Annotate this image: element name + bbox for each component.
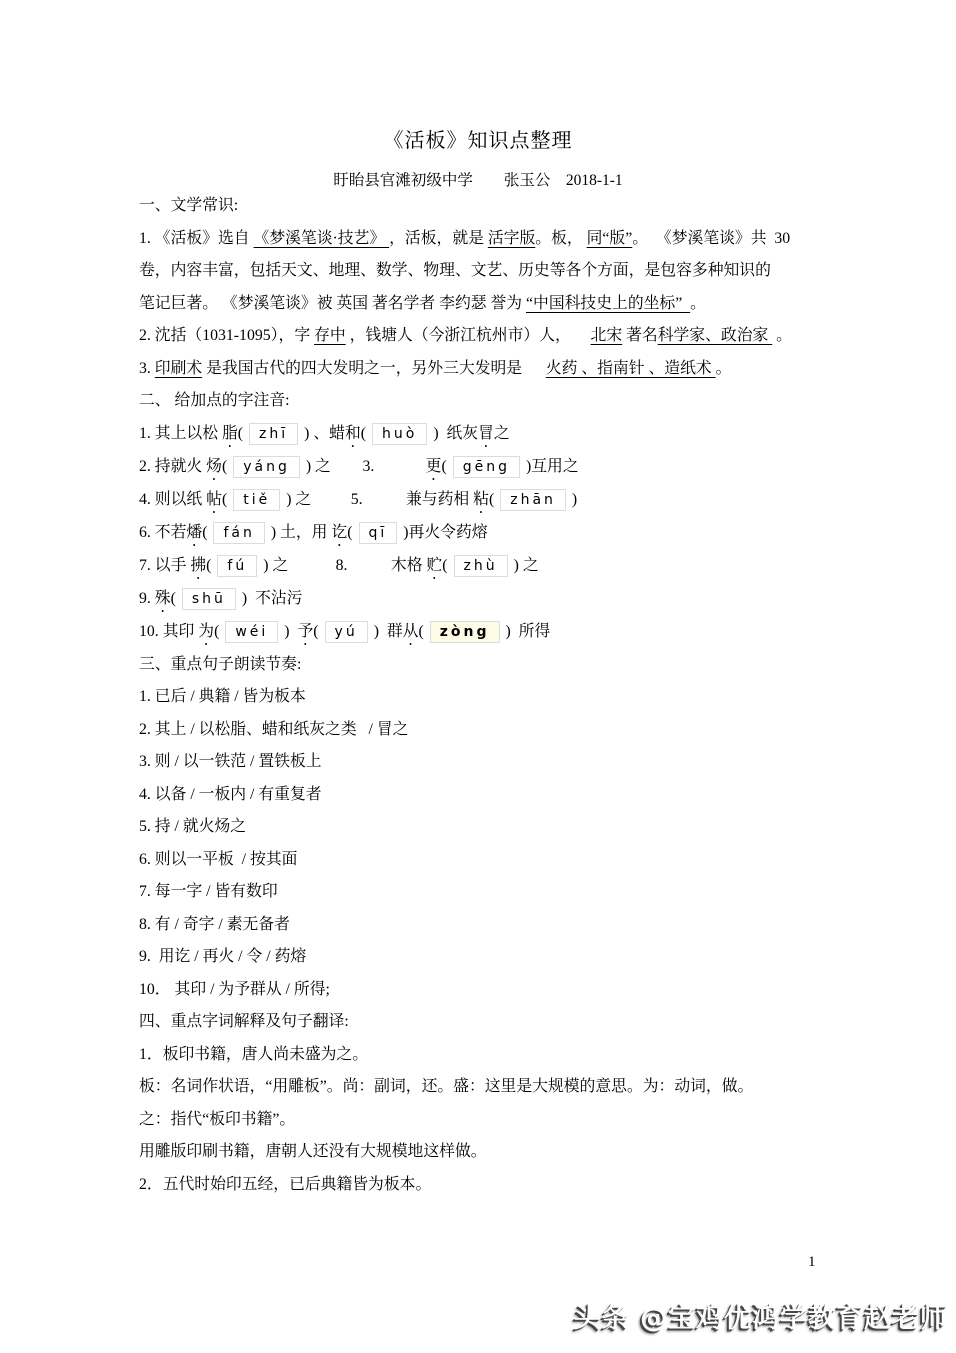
text-segment: (: [221, 457, 228, 475]
text-segment: 7. 每一字 / 皆有数印: [139, 883, 278, 900]
text-segment: (: [206, 556, 212, 574]
text-segment: (: [442, 556, 448, 574]
text-segment: ) 群: [373, 622, 403, 640]
text-segment: (: [202, 523, 208, 541]
s2-row7: [139, 616, 844, 649]
s3-item3: [139, 746, 844, 779]
text-segment: 3. 则 / 以一铁范 / 置铁板上: [139, 753, 322, 770]
emphasized-char: 为: [198, 622, 215, 640]
s2-row1: [139, 418, 844, 451]
s3-item2: [139, 714, 844, 747]
s3-item8: [139, 909, 844, 942]
text-segment: 印刷术: [154, 359, 203, 377]
text-segment: )互用之: [525, 457, 579, 475]
s3-item7: [139, 876, 844, 909]
pinyin-field: huò: [372, 423, 427, 445]
text-segment: ) 不沾污: [241, 589, 303, 607]
s3-item1: [139, 681, 844, 714]
text-segment: “中国科技史上的坐标”: [526, 294, 691, 312]
emphasized-char: 燔: [186, 523, 203, 541]
doc-subtitle: 盱眙县官滩初级中学 张玉公 2018-1-1: [333, 172, 623, 189]
text-segment: 北宋: [590, 327, 623, 344]
pinyin-field: fán: [213, 522, 264, 544]
heading-section-1: [139, 190, 844, 223]
text-segment: ): [571, 490, 578, 508]
s1-item1-line1: [139, 223, 844, 256]
emphasized-char: 更: [425, 457, 442, 475]
text-segment: (: [221, 490, 228, 508]
emphasized-char: 炀: [206, 457, 222, 475]
text-segment: 之: [493, 424, 510, 442]
s4-item1: [139, 1039, 844, 1072]
text-segment: (: [441, 457, 447, 475]
text-segment: 著名: [622, 327, 658, 344]
text-segment: 。: [772, 327, 792, 344]
pinyin-field: qī: [359, 522, 398, 544]
page-number: 1: [808, 1254, 816, 1270]
s4-item1-translation: [139, 1136, 844, 1169]
text-segment: 。: [690, 294, 706, 312]
text-segment: 同“版”: [586, 229, 633, 247]
heading-section-3: [139, 649, 844, 682]
pinyin-field: yú: [325, 621, 368, 643]
text-segment: 四、重点字词解释及句子翻译:: [139, 1013, 349, 1030]
text-segment: (: [418, 622, 424, 640]
text-segment: 。板，: [535, 229, 587, 247]
text-segment: (: [313, 622, 319, 640]
page-title: 《活板》知识点整理: [383, 130, 573, 152]
s3-item10: [139, 974, 844, 1007]
text-segment: 4. 以备 / 一板内 / 有重复者: [139, 785, 322, 803]
text-segment: 板：名词作状语，“用雕板”。尚：副词，还。盛：这里是大规模的意思。为：动词，做。: [139, 1078, 754, 1095]
text-segment: 1. 其上以松: [139, 424, 222, 442]
watermark: 头条 @宝鸡优鸿学教育赵老师: [573, 1303, 948, 1334]
text-segment: 9.: [139, 589, 155, 607]
s2-row4: [139, 517, 844, 550]
text-segment: 10． 其印 / 为予群从 / 所得;: [139, 980, 330, 998]
text-segment: 三、重点句子朗读节奏:: [139, 655, 302, 673]
text-segment: ) 所得: [505, 622, 551, 640]
text-segment: 。 《梦溪笔谈》共 30: [632, 229, 791, 247]
pinyin-field: fú: [217, 555, 257, 577]
emphasized-char: 从: [402, 622, 419, 640]
text-segment: 科学家、政治家: [657, 327, 773, 344]
text-segment: 存中: [314, 327, 346, 344]
text-segment: 6. 不若: [139, 523, 187, 541]
text-segment: 2. 持就火: [139, 457, 207, 475]
text-segment: (: [237, 424, 244, 442]
text-segment: ): [284, 622, 298, 640]
text-segment: 2. 其上 / 以松脂、蜡和纸灰之类 / 冒之: [139, 720, 409, 738]
text-segment: 1. 《活板》选自: [139, 229, 254, 247]
s4-item1-note2: [139, 1104, 844, 1137]
text-segment: 笔记巨著。 《梦溪笔谈》被 英国 著名学者 李约瑟 誉为: [139, 294, 527, 312]
text-segment: 《梦溪笔谈·技艺》: [253, 229, 390, 247]
pinyin-field: zhù: [454, 555, 508, 577]
emphasized-char: 拂: [190, 556, 207, 574]
text-segment: ，钱塘人（今浙江杭州市）人，: [345, 327, 591, 344]
text-segment: ) 土，用: [270, 523, 332, 541]
doc-body: [139, 190, 844, 1201]
text-segment: (: [170, 589, 176, 607]
text-segment: 5. 持 / 就火炀之: [139, 818, 247, 835]
s3-item6: [139, 844, 844, 877]
pinyin-field: zòng: [430, 621, 500, 643]
text-segment: 4. 则以纸: [139, 490, 207, 508]
s1-item1-line3: [139, 288, 844, 321]
s2-row6: [139, 583, 844, 616]
text-segment: 6. 则以一平板 / 按其面: [139, 850, 298, 868]
text-segment: 1．板印书籍，唐人尚未盛为之。: [139, 1045, 369, 1063]
text-segment: 一、文学常识:: [139, 197, 239, 214]
emphasized-char: 贮: [426, 556, 443, 574]
emphasized-char: 殊: [154, 589, 171, 607]
text-segment: 3.: [139, 359, 155, 377]
pinyin-field: gēng: [453, 456, 520, 478]
pinyin-field: shū: [182, 588, 236, 610]
s1-item2: [139, 320, 844, 353]
text-segment: (: [360, 424, 367, 442]
pinyin-field: zhī: [249, 423, 298, 445]
s3-item5: [139, 811, 844, 844]
text-segment: 之：指代“板印书籍”。: [139, 1110, 296, 1128]
text-segment: 卷，内容丰富，包括天文、地理、数学、物理、文艺、历史等各个方面，是包容多种知识的: [139, 262, 771, 279]
emphasized-char: 脂: [221, 424, 238, 442]
text-segment: 9. 用讫 / 再火 / 令 / 药熔: [139, 948, 307, 965]
s2-row2: [139, 451, 844, 484]
text-segment: 2．五代时始印五经，已后典籍皆为板本。: [139, 1175, 432, 1193]
heading-section-4: [139, 1006, 844, 1039]
s3-item9: [139, 941, 844, 974]
text-segment: 10. 其印: [139, 622, 199, 640]
s3-item4: [139, 779, 844, 812]
heading-section-2: [139, 385, 844, 418]
text-segment: 是我国古代的四大发明之一，另外三大发明是: [202, 359, 546, 377]
text-segment: )再火令药熔: [403, 523, 488, 541]
s1-item3: [139, 353, 844, 386]
pinyin-field: zhān: [500, 489, 566, 511]
emphasized-char: 粘: [473, 490, 489, 508]
s4-item1-note1: [139, 1071, 844, 1104]
s2-row3: [139, 484, 844, 517]
text-segment: (: [488, 490, 495, 508]
text-segment: 用雕版印刷书籍，唐朝人还没有大规模地这样做。: [139, 1143, 487, 1160]
text-segment: 7. 以手: [139, 556, 191, 574]
emphasized-char: 冒: [478, 424, 494, 442]
text-segment: (: [214, 622, 220, 640]
text-segment: ) 纸灰: [433, 424, 479, 442]
text-segment: 活字版: [487, 229, 536, 247]
s4-item2: [139, 1169, 844, 1202]
text-segment: ，活板，就是: [389, 229, 488, 247]
text-segment: 1. 已后 / 典籍 / 皆为板本: [139, 688, 306, 705]
text-segment: ) 、蜡: [304, 424, 345, 442]
emphasized-char: 和: [344, 424, 361, 442]
text-segment: 二、 给加点的字注音:: [139, 392, 290, 409]
emphasized-char: 予: [297, 622, 314, 640]
text-segment: ) 之 8. 木格: [263, 556, 427, 574]
text-segment: 8. 有 / 奇字 / 素无备者: [139, 915, 290, 933]
text-segment: (: [347, 523, 353, 541]
pinyin-field: wéi: [225, 621, 278, 643]
emphasized-char: 讫: [331, 523, 348, 541]
text-segment: 。: [715, 359, 732, 377]
s1-item1-line2: [139, 255, 844, 288]
text-segment: 火药 、指南针 、造纸术: [545, 359, 716, 377]
pinyin-field: yáng: [233, 456, 300, 478]
text-segment: ) 之 3.: [305, 457, 426, 475]
pinyin-field: tiě: [233, 489, 280, 511]
s2-row5: [139, 550, 844, 583]
text-segment: ) 之 5. 兼与药相: [286, 490, 474, 508]
text-segment: ) 之: [513, 556, 539, 574]
emphasized-char: 帖: [206, 490, 222, 508]
text-segment: 2. 沈括（1031-1095），字: [139, 327, 315, 344]
